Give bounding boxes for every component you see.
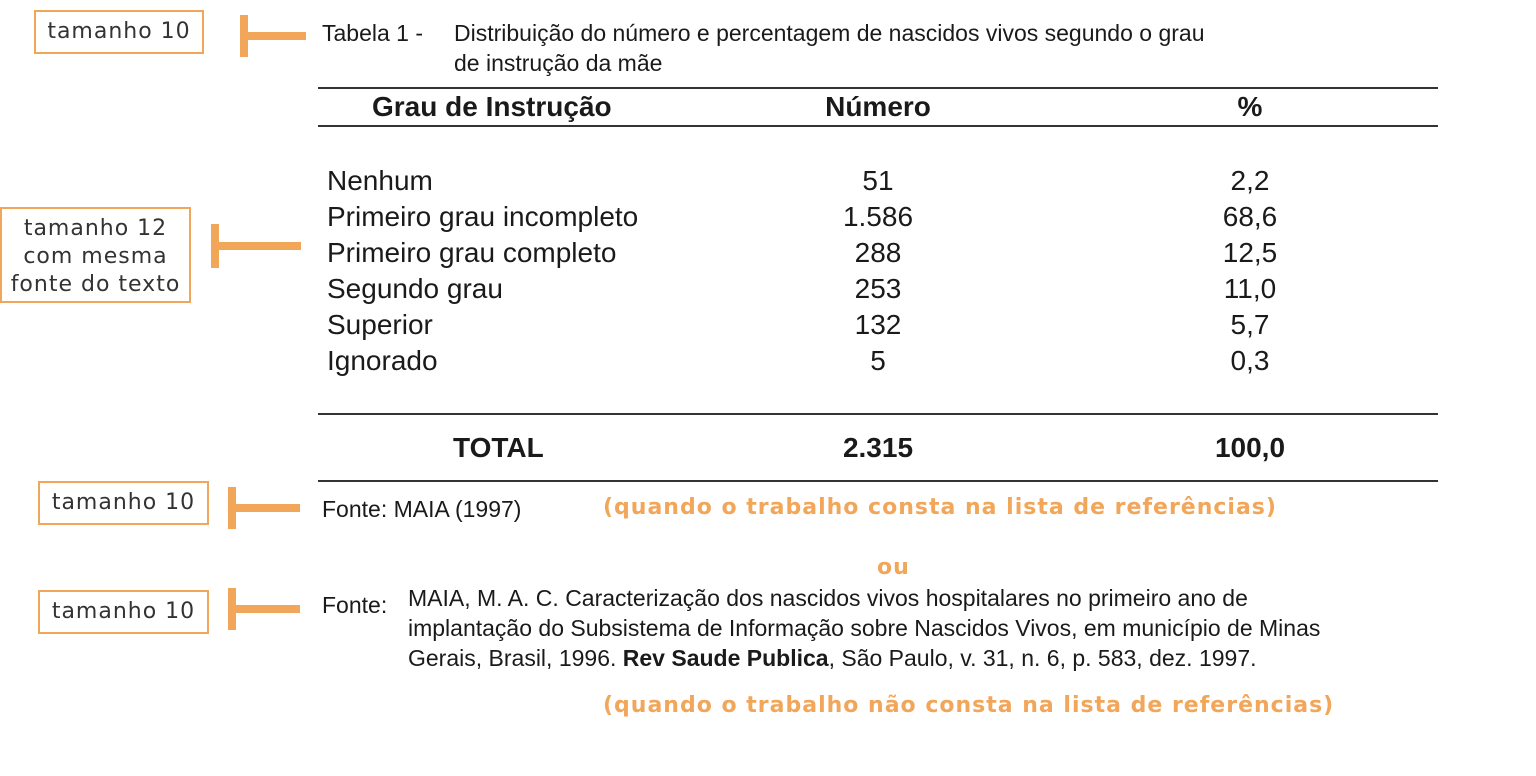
header-bottom-rule [318, 125, 1438, 127]
row-number: 51 [862, 165, 894, 196]
row-percent: 11,0 [1223, 273, 1277, 304]
row-percent: 5,7 [1230, 309, 1270, 340]
header-grau: Grau de Instrução [372, 91, 612, 122]
row-number: 1.586 [842, 201, 914, 232]
caption-line-1: Distribuição do número e percentagem de nascidos vivos segundo o grau [454, 20, 1205, 46]
table-size-line-3: fonte do texto [10, 272, 181, 297]
row-number: 5 [870, 345, 886, 376]
or-separator: ou [877, 555, 910, 580]
row-percent: 12,5 [1222, 237, 1278, 268]
row-number: 253 [854, 273, 902, 304]
table-size-note [0, 207, 191, 303]
row-label: Primeiro grau incompleto [327, 201, 639, 232]
header-numero: Número [825, 91, 931, 122]
row-number: 288 [854, 237, 902, 268]
row-label: Ignorado [327, 345, 438, 376]
header-percent: % [1237, 91, 1263, 122]
row-percent: 0,3 [1230, 345, 1270, 376]
total-top-rule [318, 413, 1438, 415]
row-label: Segundo grau [327, 273, 503, 304]
journal-title: Rev Saude Publica [622, 645, 829, 671]
table-bottom-rule [318, 480, 1438, 482]
source-full-line-2: implantação do Subsistema de Informação sobre Nascidos Vivos, em município de Minas [408, 615, 1321, 641]
table-size-line-2: com mesma [23, 244, 168, 269]
total-percent: 100,0 [1214, 432, 1286, 463]
source-full-line-1: MAIA, M. A. C. Caracterização dos nascidos vivos hospitalares no primeiro ano de [408, 585, 1248, 611]
row-percent: 68,6 [1222, 201, 1278, 232]
source2-size-label: tamanho 10 [51, 599, 196, 624]
row-number: 132 [854, 309, 902, 340]
source-full-text [408, 583, 1528, 673]
row-label: Superior [327, 309, 433, 340]
source-line3-pre: Gerais, Brasil, 1996. [408, 645, 617, 671]
source2-size-note [38, 590, 209, 634]
total-number: 2.315 [842, 432, 914, 463]
caption-line-2: de instrução da mãe [454, 50, 663, 76]
caption-prefix: Tabela 1 - [322, 20, 424, 46]
source-line3-post: , São Paulo, v. 31, n. 6, p. 583, dez. 1997. [828, 645, 1257, 671]
row-percent: 2,2 [1230, 165, 1270, 196]
caption-size-label: tamanho 10 [47, 19, 191, 44]
source-short-hint: (quando o trabalho consta na lista de referências) [603, 495, 1277, 520]
row-label: Primeiro grau completo [327, 237, 617, 268]
source-full-hint: (quando o trabalho não consta na lista de referências) [603, 693, 1335, 718]
row-label: Nenhum [327, 165, 433, 196]
source-full-line-3 [408, 643, 1528, 673]
source-short: Fonte: MAIA (1997) [322, 496, 522, 522]
total-label: TOTAL [453, 432, 544, 463]
caption-size-note [34, 10, 204, 54]
source-full-label: Fonte: [322, 592, 388, 618]
table-top-rule [318, 87, 1438, 89]
source1-size-label: tamanho 10 [51, 490, 196, 515]
source1-size-note [38, 481, 209, 525]
table-size-line-1: tamanho 12 [23, 216, 168, 241]
